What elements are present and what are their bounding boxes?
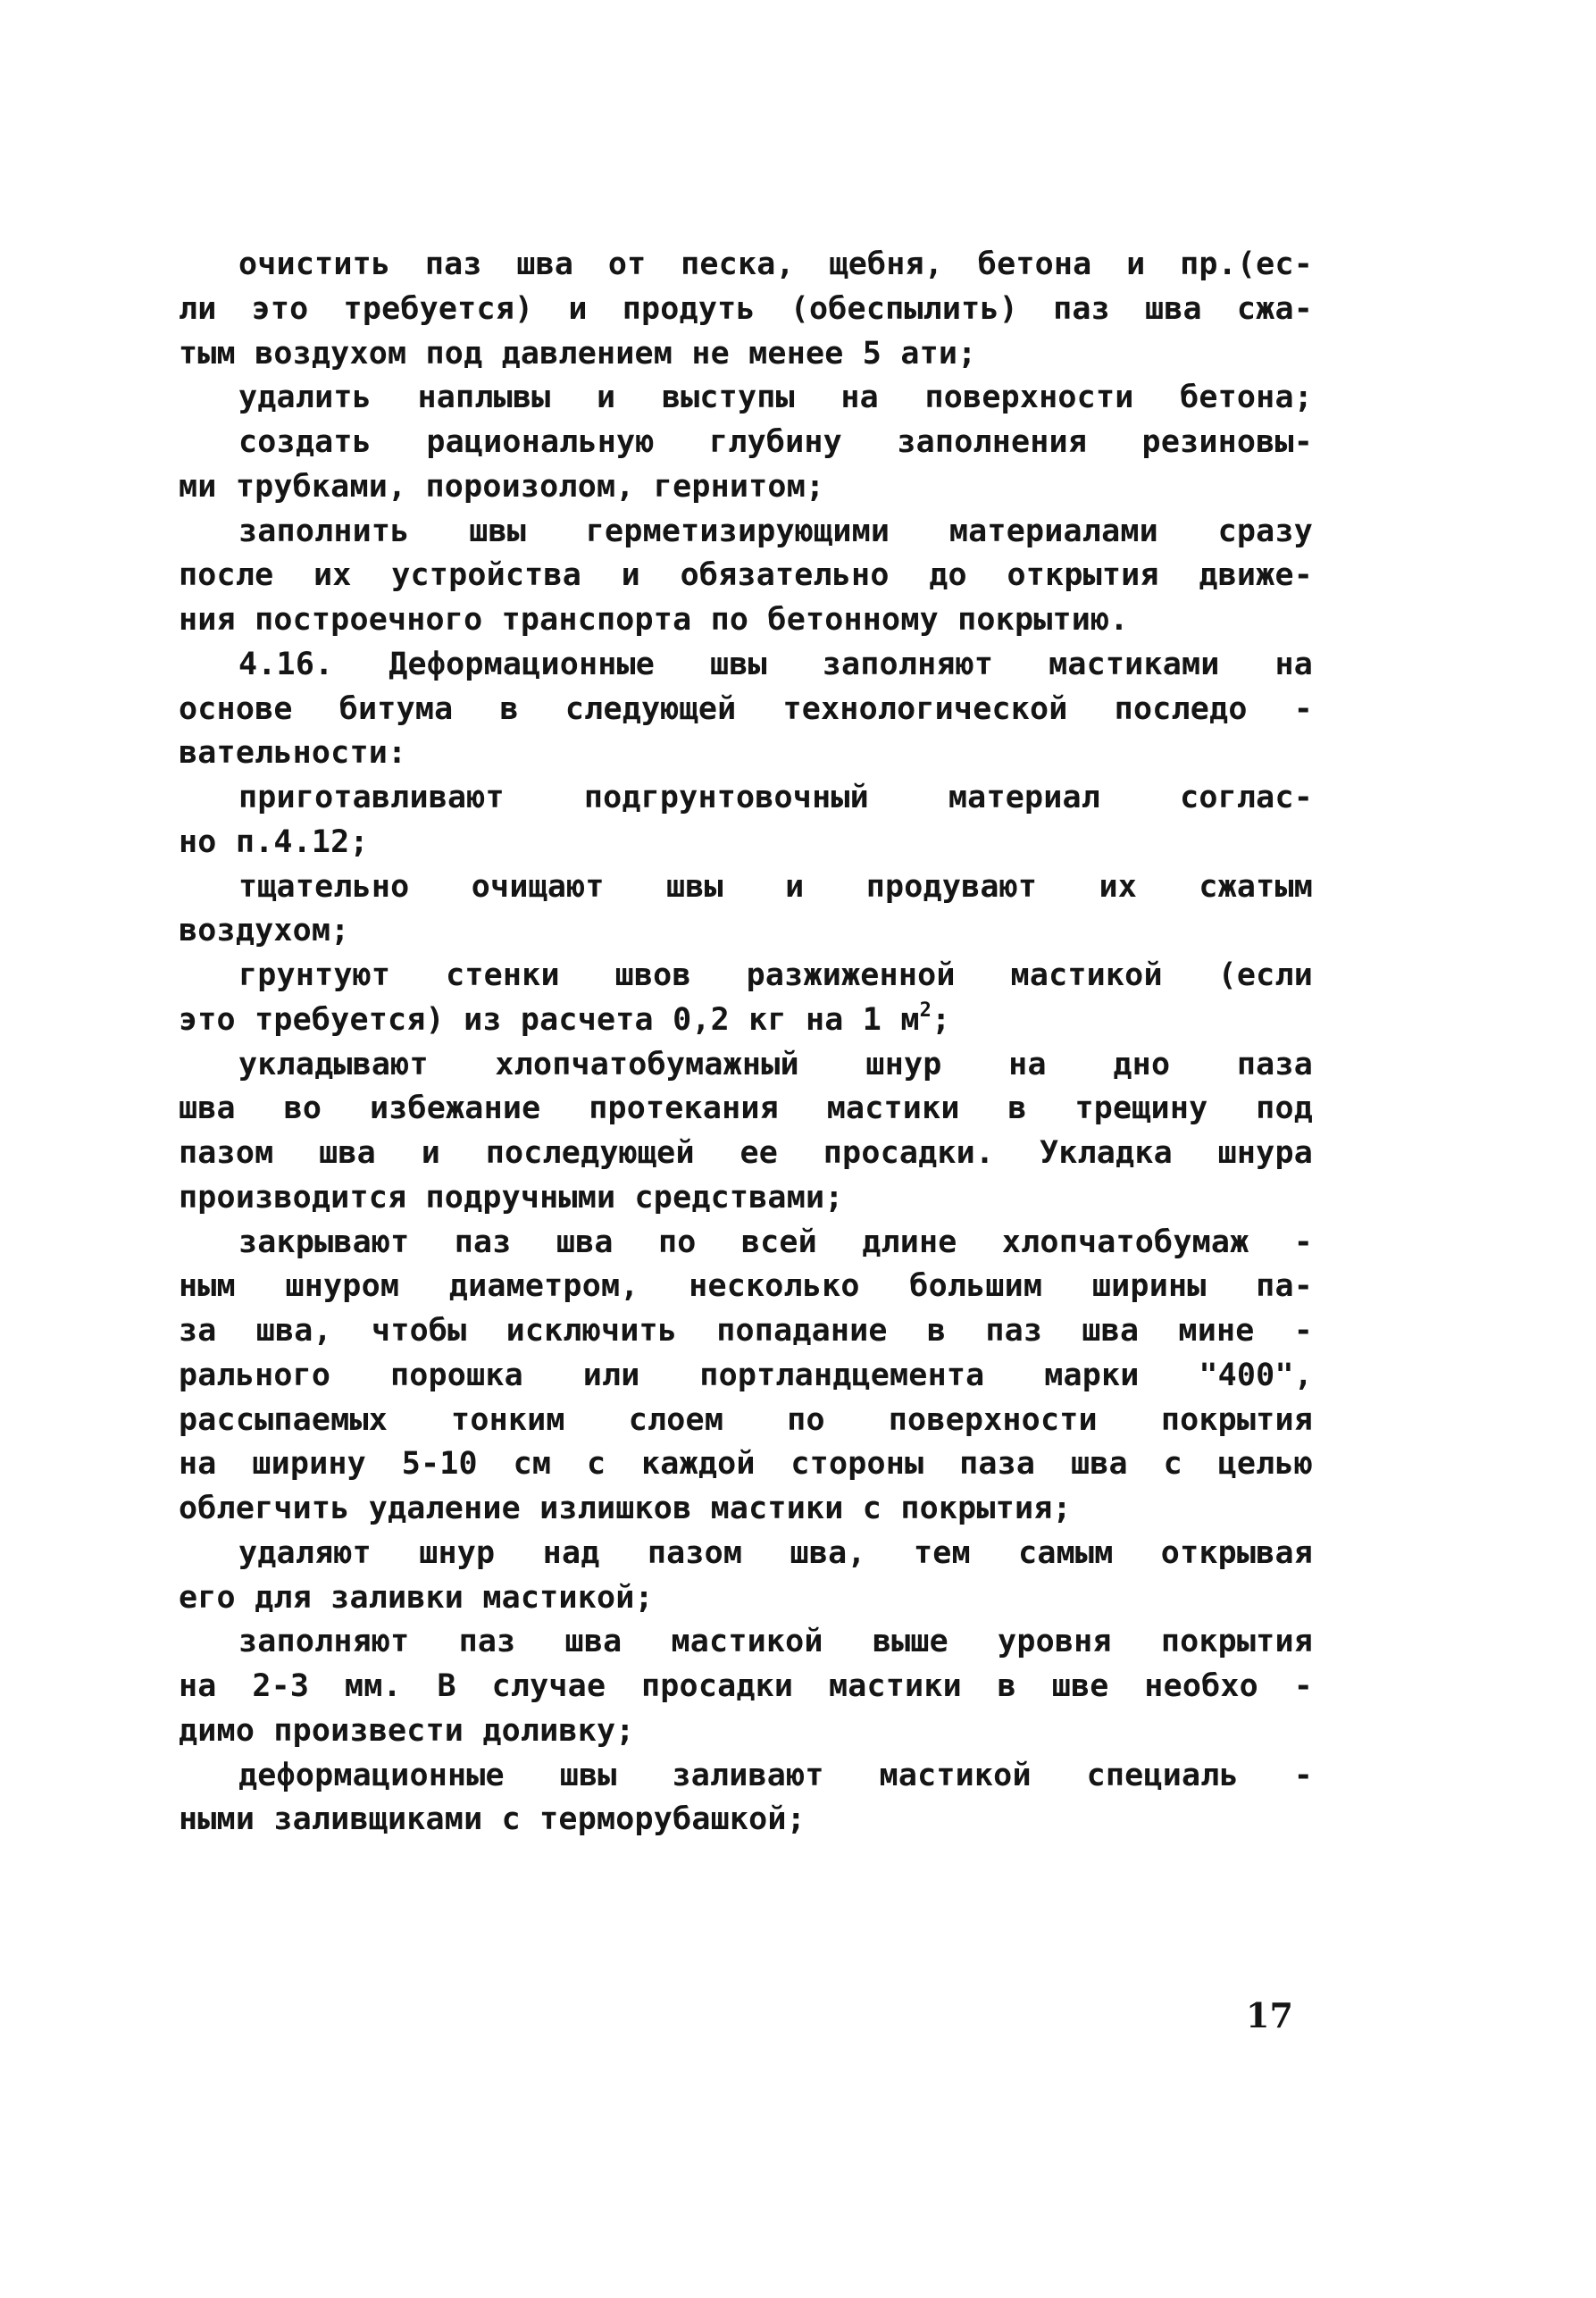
text-line: пазом шва и последующей ее просадки. Укладка шнура bbox=[179, 1135, 1313, 1171]
text-line: основе битума в следующей технологической последо - bbox=[179, 690, 1313, 727]
text-line: закрывают паз шва по всей длине хлопчатобумаж - bbox=[238, 1224, 1313, 1260]
text-line: на 2-3 мм. В случае просадки мастики в шве необхо - bbox=[179, 1668, 1313, 1704]
text-line: удаляют шнур над пазом шва, тем самым открывая bbox=[238, 1534, 1313, 1571]
text-line: грунтуют стенки швов разжиженной мастикой (если bbox=[238, 957, 1313, 993]
text-line: приготавливают подгрунтовочный материал соглас- bbox=[238, 780, 1313, 815]
text-line: ными заливщиками с терморубашкой; bbox=[179, 1801, 806, 1838]
text-line: создать рациональную глубину заполнения резиновы- bbox=[238, 424, 1313, 460]
text-line: воздухом; bbox=[179, 913, 350, 949]
text-line: ния построечного транспорта по бетонному покрытию. bbox=[179, 602, 1129, 638]
text-line: производится подручными средствами; bbox=[179, 1179, 844, 1216]
text-line-content: это требуется) из расчета 0,2 кг на 1 м bbox=[179, 1001, 920, 1038]
text-line: тщательно очищают швы и продувают их сжатым bbox=[238, 868, 1313, 905]
text-line: заполняют паз шва мастикой выше уровня покрытия bbox=[238, 1624, 1313, 1660]
text-line: его для заливки мастикой; bbox=[179, 1579, 654, 1616]
text-line: за шва, чтобы исключить попадание в паз шва мине - bbox=[179, 1313, 1313, 1349]
text-line: заполнить швы герметизирующими материалами сразу bbox=[238, 513, 1313, 549]
text-line: после их устройства и обязательно до открытия движе- bbox=[179, 557, 1313, 594]
text-line: рассыпаемых тонким слоем по поверхности покрытия bbox=[179, 1401, 1313, 1438]
superscript: 2 bbox=[919, 999, 932, 1023]
text-line bbox=[179, 999, 1313, 1043]
text-line-tail: ; bbox=[932, 1001, 951, 1038]
body-text bbox=[179, 243, 1313, 1843]
text-line: на ширину 5-10 см с каждой стороны паза шва с целью bbox=[179, 1446, 1313, 1483]
text-line: укладывают хлопчатобумажный шнур на дно паза bbox=[238, 1046, 1313, 1082]
text-line: очистить паз шва от песка, щебня, бетона и пр.(ес- bbox=[238, 247, 1313, 282]
text-line: ли это требуется) и продуть (обеспылить) паз шва сжа- bbox=[179, 290, 1313, 327]
text-line: шва во избежание протекания мастики в трещину под bbox=[179, 1091, 1313, 1127]
text-line: димо произвести доливку; bbox=[179, 1712, 635, 1749]
text-line: тым воздухом под давлением не менее 5 ати; bbox=[179, 335, 977, 372]
text-line: облегчить удаление излишков мастики с покрытия; bbox=[179, 1491, 1072, 1526]
text-line: ным шнуром диаметром, несколько большим ширины па- bbox=[179, 1268, 1313, 1305]
text-line: ми трубками, пороизолом, гернитом; bbox=[179, 468, 825, 505]
text-line: рального порошка или портландцемента марки "400", bbox=[179, 1357, 1313, 1393]
text-line: 4.16. Деформационные швы заполняют мастиками на bbox=[238, 646, 1313, 682]
text-line: но п.4.12; bbox=[179, 823, 369, 860]
text-line: деформационные швы заливают мастикой специаль - bbox=[238, 1757, 1313, 1793]
page-number: 17 bbox=[1246, 1995, 1293, 2035]
text-line: вательности: bbox=[179, 735, 407, 772]
text-line: удалить наплывы и выступы на поверхности бетона; bbox=[238, 380, 1313, 416]
